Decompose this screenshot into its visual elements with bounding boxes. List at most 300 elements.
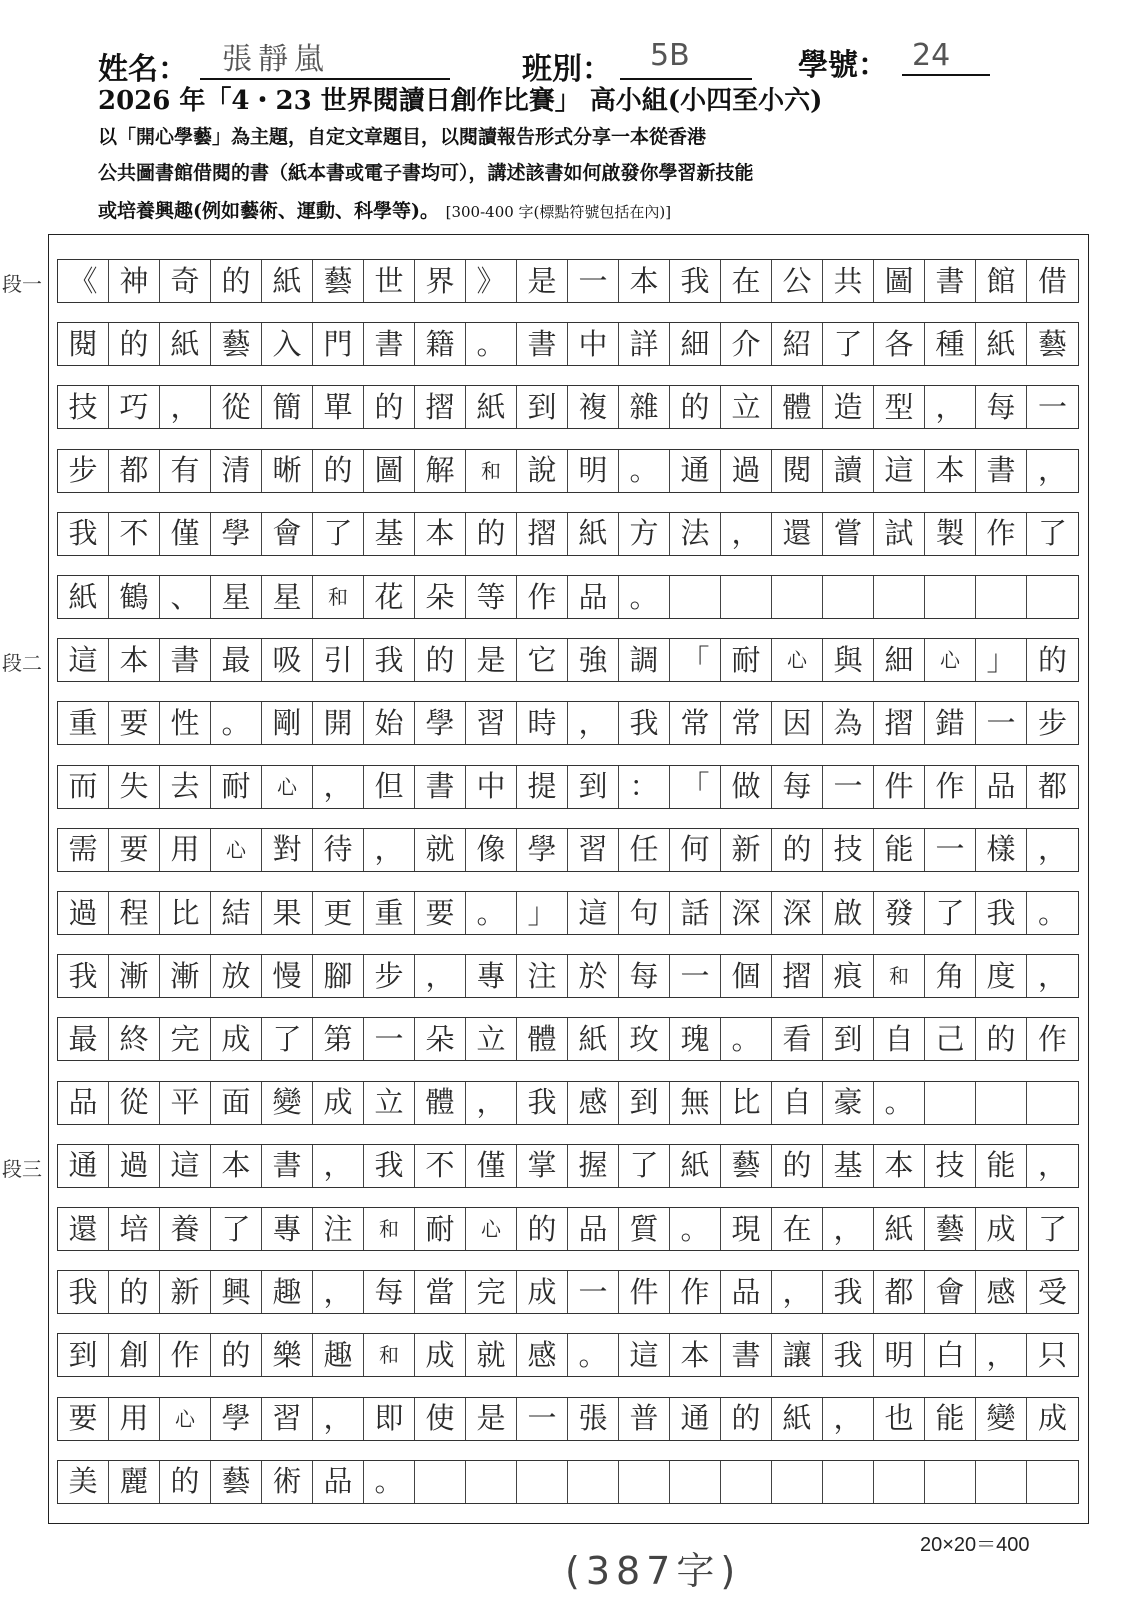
grid-cell: 。 <box>364 1461 415 1503</box>
grid-cell: 用 <box>109 1398 160 1440</box>
grid-cell: 強 <box>568 639 619 681</box>
grid-cell: 書 <box>925 260 976 302</box>
grid-cell <box>1027 1082 1078 1124</box>
grid-cell: 何 <box>670 829 721 871</box>
grid-cell: 己 <box>925 1018 976 1060</box>
grid-cell: 的 <box>109 323 160 365</box>
grid-cell: 任 <box>619 829 670 871</box>
grid-cell: 習 <box>262 1398 313 1440</box>
grid-cell: 了 <box>619 1145 670 1187</box>
grid-cell: 質 <box>619 1208 670 1250</box>
grid-cell: 是 <box>517 260 568 302</box>
grid-cell: 中 <box>466 766 517 808</box>
grid-cell: 。 <box>568 1334 619 1376</box>
grid-cell: 養 <box>160 1208 211 1250</box>
grid-cell: 這 <box>58 639 109 681</box>
grid-cell: 一 <box>670 955 721 997</box>
grid-cell: 」 <box>517 892 568 934</box>
grid-cell: 書 <box>364 323 415 365</box>
grid-cell: 錯 <box>925 702 976 744</box>
grid-cell: 與 <box>823 639 874 681</box>
grid-cell: 的 <box>517 1208 568 1250</box>
grid-cell: 完 <box>160 1018 211 1060</box>
grid-cell: 品 <box>58 1082 109 1124</box>
grid-cell: 常 <box>670 702 721 744</box>
grid-cell: 讓 <box>772 1334 823 1376</box>
grid-cell: 的 <box>721 1398 772 1440</box>
grid-cell: 每 <box>364 1271 415 1313</box>
grid-cell: 使 <box>415 1398 466 1440</box>
grid-cell <box>466 1461 517 1503</box>
grid-cell: 會 <box>262 513 313 555</box>
grid-cell: 專 <box>466 955 517 997</box>
grid-cell: 。 <box>211 702 262 744</box>
grid-cell: 一 <box>1037 389 1067 424</box>
grid-cell: 每 <box>619 955 670 997</box>
grid-cell: 耐 <box>211 766 262 808</box>
grid-cell: 還 <box>772 513 823 555</box>
grid-cell: 用 <box>160 829 211 871</box>
grid-cell: 書 <box>262 1145 313 1187</box>
grid-cell: 摺 <box>772 955 823 997</box>
grid-cell: 本 <box>619 260 670 302</box>
grid-row <box>57 1081 1079 1125</box>
grid-cell: 每 <box>976 386 1027 428</box>
grid-cell: 面 <box>211 1082 262 1124</box>
grid-cell: 平 <box>160 1082 211 1124</box>
grid-cell: 書 <box>415 766 466 808</box>
grid-cell: 作 <box>976 513 1027 555</box>
grid-cell: 是 <box>466 639 517 681</box>
grid-cell: 最 <box>58 1018 109 1060</box>
grid-cell: 注 <box>517 955 568 997</box>
grid-cell: 藝 <box>721 1145 772 1187</box>
grid-cell: 「 <box>670 766 721 808</box>
number-underline <box>902 74 990 76</box>
grid-row <box>57 954 1079 998</box>
grid-cell: 明 <box>568 450 619 492</box>
grid-cell: 學 <box>517 829 568 871</box>
grid-cell: 深 <box>772 892 823 934</box>
grid-cell: 我 <box>619 702 670 744</box>
grid-cell: 現 <box>721 1208 772 1250</box>
grid-cell: 圖 <box>874 260 925 302</box>
grid-cell: 要 <box>58 1398 109 1440</box>
grid-cell: 等 <box>466 576 517 618</box>
grid-cell: 和 <box>874 955 925 997</box>
grid-cell: ， <box>160 386 211 428</box>
grid-cell: 摺 <box>517 513 568 555</box>
grid-cell: 共 <box>823 260 874 302</box>
grid-cell: 程 <box>109 892 160 934</box>
grid-cell: 書 <box>721 1334 772 1376</box>
grid-cell: 都 <box>874 1271 925 1313</box>
grid-cell: 解 <box>415 450 466 492</box>
grid-cell: 作 <box>517 576 568 618</box>
grid-cell: 過 <box>109 1145 160 1187</box>
name-value: 張靜嵐 <box>222 42 330 77</box>
instruction-line-3-text: 或培養興趣(例如藝術、運動、科學等)。 <box>98 200 439 222</box>
grid-cell: ， <box>1037 453 1067 488</box>
grid-cell: 本 <box>874 1145 925 1187</box>
grid-cell: 即 <box>364 1398 415 1440</box>
grid-cell <box>976 1461 1027 1503</box>
grid-row <box>57 828 1079 872</box>
grid-cell: 了 <box>313 513 364 555</box>
grid-cell: 心 <box>160 1398 211 1440</box>
grid-cell: 比 <box>721 1082 772 1124</box>
grid-formula: 20×20＝400 <box>920 1534 1030 1556</box>
word-limit-note: [300-400 字(標點符號包括在內)] <box>445 203 672 221</box>
grid-cell: 新 <box>721 829 772 871</box>
grid-cell: 中 <box>568 323 619 365</box>
grid-cell: ， <box>466 1082 517 1124</box>
grid-cell: 啟 <box>823 892 874 934</box>
paragraph-label: 段三 <box>2 1156 42 1181</box>
grid-cell: 心 <box>466 1208 517 1250</box>
grid-cell: 玫 <box>619 1018 670 1060</box>
grid-cell <box>874 1461 925 1503</box>
grid-cell: ， <box>313 1271 364 1313</box>
grid-cell: 失 <box>109 766 160 808</box>
grid-cell: 做 <box>721 766 772 808</box>
grid-cell: 感 <box>568 1082 619 1124</box>
grid-cell: 紙 <box>58 576 109 618</box>
grid-cell: 趣 <box>262 1271 313 1313</box>
instruction-line-3 <box>98 196 671 223</box>
grid-cell: 不 <box>109 513 160 555</box>
grid-cell: 一 <box>364 1018 415 1060</box>
grid-cell: 這 <box>619 1334 670 1376</box>
grid-cell: 星 <box>262 576 313 618</box>
grid-cell: 型 <box>874 386 925 428</box>
grid-cell: 本 <box>211 1145 262 1187</box>
grid-cell: 朵 <box>415 1018 466 1060</box>
grid-cell: 剛 <box>262 702 313 744</box>
grid-cell: 本 <box>415 513 466 555</box>
grid-cell: 最 <box>211 639 262 681</box>
grid-cell: 本 <box>109 639 160 681</box>
grid-cell: 待 <box>313 829 364 871</box>
grid-cell: 了 <box>925 892 976 934</box>
grid-cell <box>976 1082 1027 1124</box>
grid-cell: 只 <box>1037 1337 1067 1372</box>
grid-cell: 變 <box>976 1398 1027 1440</box>
grid-cell: 通 <box>670 1398 721 1440</box>
grid-cell: 方 <box>619 513 670 555</box>
grid-cell: 細 <box>670 323 721 365</box>
grid-cell: 注 <box>313 1208 364 1250</box>
grid-cell: 我 <box>364 639 415 681</box>
grid-cell: 技 <box>58 386 109 428</box>
grid-cell: 度 <box>976 955 1027 997</box>
grid-cell: 品 <box>568 576 619 618</box>
grid-cell: 作 <box>160 1334 211 1376</box>
grid-row <box>57 1460 1079 1504</box>
grid-cell: 。 <box>1037 895 1067 930</box>
grid-cell: 調 <box>619 639 670 681</box>
grid-cell: 立 <box>364 1082 415 1124</box>
grid-cell: 心 <box>262 766 313 808</box>
grid-cell: 創 <box>109 1334 160 1376</box>
number-label: 學號： <box>798 48 888 83</box>
grid-cell: 到 <box>517 386 568 428</box>
grid-cell: 習 <box>568 829 619 871</box>
grid-cell: 的 <box>415 639 466 681</box>
grid-cell: 是 <box>466 1398 517 1440</box>
grid-cell: 世 <box>364 260 415 302</box>
grid-cell: 在 <box>772 1208 823 1250</box>
grid-cell: 一 <box>568 260 619 302</box>
grid-cell <box>670 1461 721 1503</box>
grid-cell: 鶴 <box>109 576 160 618</box>
grid-cell: 藝 <box>313 260 364 302</box>
grid-cell <box>670 576 721 618</box>
grid-cell: 晰 <box>262 450 313 492</box>
grid-cell: 完 <box>466 1271 517 1313</box>
grid-row <box>57 259 1079 303</box>
grid-cell: 步 <box>364 955 415 997</box>
grid-cell: 到 <box>823 1018 874 1060</box>
paragraph-label: 段二 <box>2 651 42 676</box>
grid-cell: 更 <box>313 892 364 934</box>
grid-cell: ， <box>1037 1148 1067 1183</box>
grid-cell: 角 <box>925 955 976 997</box>
grid-cell: 朵 <box>415 576 466 618</box>
grid-cell: 》 <box>466 260 517 302</box>
grid-cell: 一 <box>823 766 874 808</box>
grid-row <box>57 1333 1079 1377</box>
grid-cell: 作 <box>670 1271 721 1313</box>
grid-cell: 造 <box>823 386 874 428</box>
grid-cell: 了 <box>1037 516 1067 551</box>
grid-cell: 時 <box>517 702 568 744</box>
grid-cell: 的 <box>109 1271 160 1313</box>
grid-cell: 常 <box>721 702 772 744</box>
grid-cell: 不 <box>415 1145 466 1187</box>
grid-cell: 複 <box>568 386 619 428</box>
grid-cell: 到 <box>568 766 619 808</box>
grid-cell: 書 <box>517 323 568 365</box>
grid-cell: 作 <box>1037 1021 1067 1056</box>
grid-cell: 我 <box>670 260 721 302</box>
grid-cell: 製 <box>925 513 976 555</box>
grid-cell: 像 <box>466 829 517 871</box>
grid-cell: 和 <box>364 1208 415 1250</box>
grid-cell: 果 <box>262 892 313 934</box>
grid-cell: 豪 <box>823 1082 874 1124</box>
grid-cell <box>772 576 823 618</box>
grid-cell: 重 <box>364 892 415 934</box>
grid-cell: 腳 <box>313 955 364 997</box>
grid-cell: 僅 <box>160 513 211 555</box>
grid-cell: 重 <box>58 702 109 744</box>
grid-cell: 了 <box>823 323 874 365</box>
grid-cell: 它 <box>517 639 568 681</box>
grid-cell: 紙 <box>772 1398 823 1440</box>
grid-cell: 過 <box>721 450 772 492</box>
number-value: 24 <box>912 38 951 73</box>
grid-cell: 技 <box>925 1145 976 1187</box>
grid-cell: 能 <box>925 1398 976 1440</box>
grid-cell: ， <box>925 386 976 428</box>
grid-cell: 、 <box>160 576 211 618</box>
grid-cell: 成 <box>976 1208 1027 1250</box>
grid-cell: 。 <box>721 1018 772 1060</box>
grid-cell: 漸 <box>109 955 160 997</box>
grid-cell: 到 <box>619 1082 670 1124</box>
grid-cell <box>1027 1461 1078 1503</box>
grid-cell: 書 <box>976 450 1027 492</box>
grid-cell: 紙 <box>568 1018 619 1060</box>
grid-cell: 。 <box>670 1208 721 1250</box>
grid-cell: 試 <box>874 513 925 555</box>
grid-cell: ， <box>976 1334 1027 1376</box>
grid-cell: 樂 <box>262 1334 313 1376</box>
grid-cell: 和 <box>466 450 517 492</box>
grid-cell: 神 <box>109 260 160 302</box>
grid-cell: 提 <box>517 766 568 808</box>
grid-cell: 一 <box>517 1398 568 1440</box>
grid-cell: 感 <box>517 1334 568 1376</box>
grid-cell: 紙 <box>976 323 1027 365</box>
grid-cell: 有 <box>160 450 211 492</box>
grid-cell: 學 <box>211 1398 262 1440</box>
grid-cell: 僅 <box>466 1145 517 1187</box>
grid-cell <box>517 1461 568 1503</box>
grid-cell: 會 <box>925 1271 976 1313</box>
grid-cell: 為 <box>823 702 874 744</box>
grid-cell: 了 <box>1037 1211 1067 1246</box>
grid-cell: ， <box>721 513 772 555</box>
grid-cell: 體 <box>772 386 823 428</box>
grid-cell: 的 <box>772 1145 823 1187</box>
grid-cell: 一 <box>568 1271 619 1313</box>
grid-cell: 讀 <box>823 450 874 492</box>
grid-cell: 需 <box>58 829 109 871</box>
competition-title: 2026 年「4・23 世界閱讀日創作比賽」 高小組(小四至小六) <box>98 86 823 116</box>
grid-cell: 的 <box>466 513 517 555</box>
grid-cell <box>619 1461 670 1503</box>
grid-cell: 館 <box>976 260 1027 302</box>
grid-cell: 術 <box>262 1461 313 1503</box>
grid-cell: 的 <box>772 829 823 871</box>
grid-row <box>57 512 1079 556</box>
grid-cell: 心 <box>211 829 262 871</box>
grid-cell: 能 <box>976 1145 1027 1187</box>
grid-cell: 界 <box>415 260 466 302</box>
grid-cell: 在 <box>721 260 772 302</box>
grid-cell: 立 <box>721 386 772 428</box>
grid-cell: 和 <box>313 576 364 618</box>
grid-cell: 因 <box>772 702 823 744</box>
writing-grid-sheet <box>48 234 1089 1524</box>
grid-cell: 張 <box>568 1398 619 1440</box>
grid-cell: 閱 <box>772 450 823 492</box>
grid-cell: 紙 <box>466 386 517 428</box>
grid-cell: 的 <box>211 260 262 302</box>
grid-cell: ， <box>313 1398 364 1440</box>
grid-cell: 一 <box>976 702 1027 744</box>
grid-cell: 成 <box>211 1018 262 1060</box>
grid-cell: 奇 <box>160 260 211 302</box>
grid-cell: 藝 <box>925 1208 976 1250</box>
grid-cell: 通 <box>58 1145 109 1187</box>
grid-cell: 握 <box>568 1145 619 1187</box>
grid-cell: 。 <box>619 576 670 618</box>
grid-cell: 技 <box>823 829 874 871</box>
grid-cell: 體 <box>517 1018 568 1060</box>
grid-cell: 藝 <box>211 323 262 365</box>
grid-cell: 引 <box>313 639 364 681</box>
grid-cell: 心 <box>925 639 976 681</box>
grid-cell: 摺 <box>874 702 925 744</box>
grid-cell: 發 <box>874 892 925 934</box>
grid-cell: ， <box>364 829 415 871</box>
grid-cell: 慢 <box>262 955 313 997</box>
grid-cell: 步 <box>58 450 109 492</box>
grid-cell: 都 <box>1037 769 1067 804</box>
grid-cell: 到 <box>58 1334 109 1376</box>
grid-cell: 都 <box>109 450 160 492</box>
grid-cell: 過 <box>58 892 109 934</box>
grid-cell: 要 <box>109 702 160 744</box>
grid-cell: 就 <box>415 829 466 871</box>
paragraph-label: 段一 <box>2 272 42 296</box>
grid-cell: 閱 <box>58 323 109 365</box>
grid-cell: 。 <box>874 1082 925 1124</box>
grid-cell: 紙 <box>874 1208 925 1250</box>
grid-cell: 去 <box>160 766 211 808</box>
grid-cell: ， <box>313 1145 364 1187</box>
grid-cell: 普 <box>619 1398 670 1440</box>
grid-cell: 基 <box>364 513 415 555</box>
grid-cell: 。 <box>466 323 517 365</box>
grid-cell: 詳 <box>619 323 670 365</box>
grid-row <box>57 1397 1079 1441</box>
grid-cell: 無 <box>670 1082 721 1124</box>
grid-cell: 品 <box>976 766 1027 808</box>
grid-cell: 這 <box>874 450 925 492</box>
instruction-line-1: 以「開心學藝」為主題，自定文章題目，以閱讀報告形式分享一本從香港 <box>98 126 707 148</box>
name-label: 姓名： <box>98 52 188 87</box>
grid-cell: 成 <box>517 1271 568 1313</box>
grid-cell: 就 <box>466 1334 517 1376</box>
grid-cell: 的 <box>976 1018 1027 1060</box>
grid-row <box>57 449 1079 493</box>
grid-cell: 個 <box>721 955 772 997</box>
grid-cell: 藝 <box>1037 326 1067 361</box>
grid-cell: 的 <box>364 386 415 428</box>
grid-cell: 樣 <box>976 829 1027 871</box>
grid-cell: 痕 <box>823 955 874 997</box>
grid-cell: 吸 <box>262 639 313 681</box>
grid-cell: 種 <box>925 323 976 365</box>
grid-cell: 通 <box>670 450 721 492</box>
grid-cell: 。 <box>619 450 670 492</box>
grid-cell: 能 <box>874 829 925 871</box>
grid-cell: 書 <box>160 639 211 681</box>
grid-row <box>57 638 1079 682</box>
grid-cell: 心 <box>772 639 823 681</box>
grid-cell <box>976 576 1027 618</box>
grid-cell: 學 <box>211 513 262 555</box>
grid-cell: 步 <box>1037 705 1067 740</box>
grid-cell: 始 <box>364 702 415 744</box>
grid-cell: 的 <box>160 1461 211 1503</box>
grid-cell: 對 <box>262 829 313 871</box>
grid-cell: 說 <box>517 450 568 492</box>
